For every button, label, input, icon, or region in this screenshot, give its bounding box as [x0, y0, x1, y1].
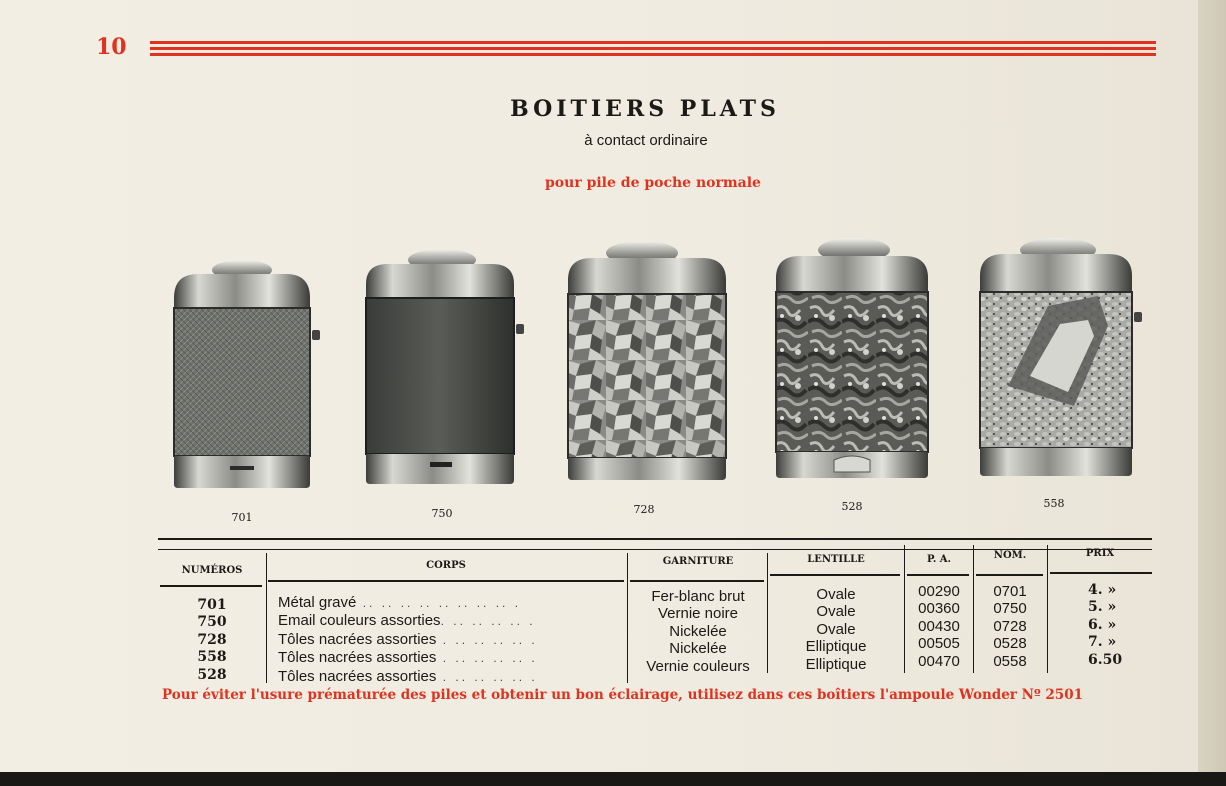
header-numeros: NUMÉROS — [181, 565, 243, 576]
header-pa: P. A. — [926, 554, 952, 565]
header-rule — [150, 47, 1156, 50]
product-label: 750 — [431, 507, 453, 520]
column-divider — [1047, 545, 1048, 673]
product-image-728 — [566, 240, 732, 484]
table-cell: Ovale — [816, 620, 856, 638]
header-underline — [160, 585, 262, 587]
table-cell: 728 — [197, 631, 227, 648]
table-cell: 0528 — [993, 635, 1027, 653]
table-cell: 00360 — [918, 600, 960, 618]
table-cell: Elliptique — [805, 655, 867, 673]
header-nom: NOM. — [993, 550, 1027, 561]
table-cell: 6. » — [1088, 616, 1117, 633]
table-cell: 00505 — [918, 635, 960, 653]
header-prix: PRIX — [1085, 548, 1115, 559]
dot-leader: . .. .. .. .. . — [440, 614, 536, 629]
product-image-558 — [978, 236, 1144, 478]
table-cell: Métal gravé — [278, 594, 357, 611]
table-cell: 558 — [197, 649, 227, 666]
header-underline — [907, 574, 969, 576]
table-cell: Ovale — [816, 603, 856, 621]
product-image-528 — [774, 236, 934, 480]
column-pa — [906, 583, 972, 670]
footer-note: Pour éviter l'usure prématurée des piles et obtenir un bon éclairage, utilisez dans ces boîtiers l'ampoule Wonder Nº 2501 — [162, 687, 1083, 703]
table-cell: 4. » — [1088, 582, 1117, 598]
header-underline — [630, 580, 764, 582]
table-cell: 701 — [197, 597, 227, 613]
table-cell: Nickelée — [669, 640, 727, 658]
header-underline — [976, 574, 1043, 576]
table-cell: Tôles nacrées assorties — [278, 630, 437, 648]
table-cell: 528 — [197, 666, 227, 683]
column-corps — [278, 594, 624, 686]
product-label: 558 — [1043, 497, 1065, 510]
column-prix — [1088, 582, 1148, 669]
header-underline — [770, 574, 900, 576]
page-bottom-edge — [0, 772, 1226, 786]
table-cell: 00430 — [918, 617, 960, 635]
table-cell: 5. » — [1088, 599, 1117, 616]
column-divider — [627, 553, 628, 683]
column-divider — [767, 553, 768, 673]
table-cell: 750 — [197, 614, 227, 631]
table-cell: 0750 — [993, 600, 1027, 618]
red-subtitle: pour pile de poche normale — [545, 175, 761, 191]
table-cell: 0558 — [993, 652, 1027, 670]
table-cell: Vernie couleurs — [646, 657, 750, 675]
table-cell: Tôles nacrées assorties — [278, 667, 437, 685]
page-number: 10 — [96, 34, 127, 60]
column-divider — [973, 545, 974, 673]
table-cell: Tôles nacrées assorties — [278, 649, 437, 667]
table-cell: 0701 — [993, 583, 1027, 600]
table-cell: 7. » — [1088, 634, 1117, 651]
table-cell: 00470 — [918, 652, 960, 670]
table-rule — [158, 538, 1152, 540]
table-cell: Ovale — [816, 586, 856, 603]
table-cell: Nickelée — [669, 622, 727, 640]
product-label: 528 — [841, 500, 863, 513]
header-corps: CORPS — [426, 560, 466, 571]
table-cell: 00290 — [918, 583, 960, 600]
dot-leader: . .. .. .. .. . — [436, 632, 538, 647]
product-image-750 — [362, 248, 526, 488]
dot-leader: .. .. .. .. .. .. .. .. . — [356, 596, 522, 610]
header-underline — [1050, 572, 1152, 574]
header-underline — [268, 580, 624, 582]
column-divider — [904, 545, 905, 673]
page-title: BOITIERS PLATS — [510, 96, 780, 122]
product-label: 701 — [231, 511, 253, 524]
header-garniture: GARNITURE — [662, 556, 734, 567]
header-lentille: LENTILLE — [807, 554, 865, 565]
column-nom — [975, 583, 1045, 670]
table-cell: Fer-blanc brut — [651, 588, 745, 605]
product-label: 728 — [633, 503, 655, 516]
header-rule — [150, 53, 1156, 56]
column-divider — [266, 553, 267, 683]
dot-leader: . .. .. .. .. . — [436, 651, 538, 666]
column-garniture — [630, 588, 766, 675]
page-subtitle: à contact ordinaire — [584, 132, 708, 149]
table-cell: Vernie noire — [657, 605, 739, 623]
column-numeros — [160, 597, 264, 684]
product-image-701 — [168, 258, 328, 492]
table-cell: Email couleurs assorties — [278, 612, 441, 630]
table-cell: 6.50 — [1088, 651, 1123, 668]
table-cell: Elliptique — [805, 638, 867, 656]
header-rule — [150, 41, 1156, 44]
column-lentille — [770, 586, 902, 673]
dot-leader: . .. .. .. .. . — [436, 669, 538, 684]
table-cell: 0728 — [993, 617, 1027, 635]
